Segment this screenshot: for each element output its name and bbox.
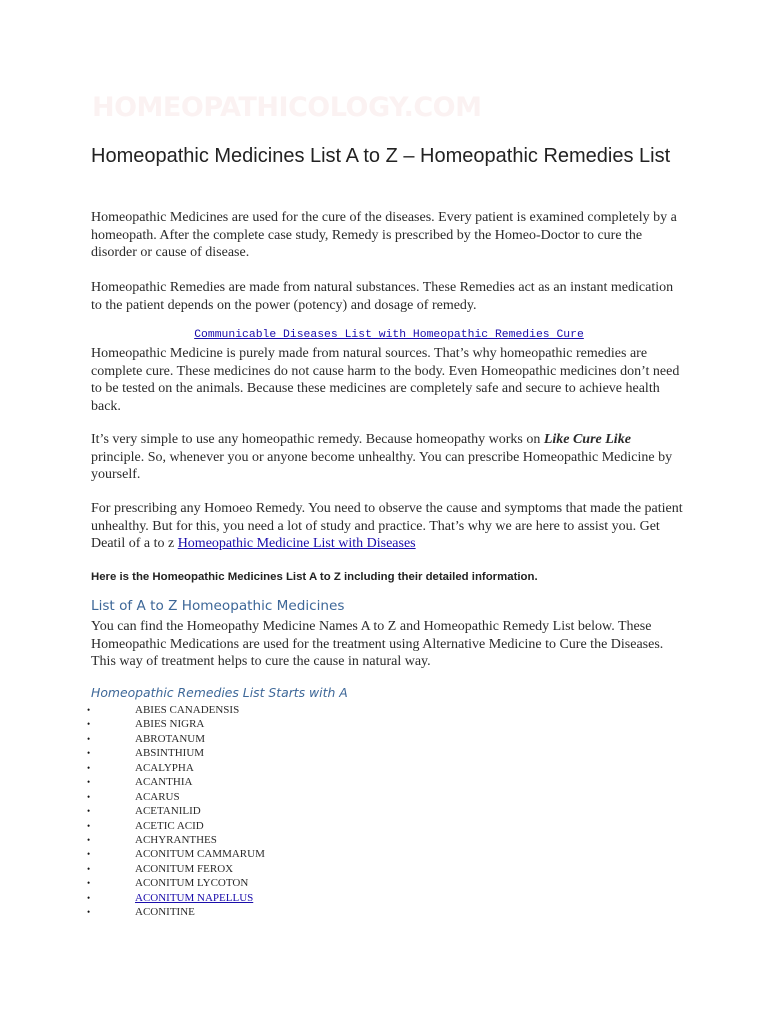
list-item[interactable] xyxy=(0,891,768,905)
page-title: Homeopathic Medicines List A to Z – Homeopathic Remedies List xyxy=(91,145,671,167)
bullet-icon: • xyxy=(87,748,91,759)
site-watermark: HOMEOPATHICOLOGY.COM xyxy=(92,92,482,123)
like-cure-text-after: principle. So, whenever you or anyone become unhealthy. You can prescribe Homeopathic Medicine by yourself. xyxy=(91,449,673,482)
remedy-name: ACONITUM CAMMARUM xyxy=(135,848,265,861)
remedy-name: ACALYPHA xyxy=(135,761,194,774)
list-item xyxy=(0,862,768,876)
remedy-name: ACONITINE xyxy=(135,906,195,919)
bullet-icon: • xyxy=(87,733,91,744)
list-item xyxy=(0,905,768,919)
remedy-name: ABROTANUM xyxy=(135,732,206,745)
bullet-icon: • xyxy=(87,849,91,860)
bullet-icon: • xyxy=(87,719,91,730)
remedy-name: ACETIC ACID xyxy=(135,819,204,832)
list-item xyxy=(0,761,768,775)
intro-paragraph: Homeopathic Medicines are used for the cure of the diseases. Every patient is examined completely by a homeopath. After the complete case study, Remedy is prescribed by the Homeo-Doctor to cure the disorder or cause of disease. xyxy=(91,210,677,260)
remedies-paragraph: Homeopathic Remedies are made from natural substances. These Remedies act as an instant medication to the patient depends on the power (potency) and dosage of remedy. xyxy=(91,280,674,313)
bullet-icon: • xyxy=(87,806,91,817)
bullet-icon: • xyxy=(87,762,91,773)
remedy-name: ACANTHIA xyxy=(135,776,193,789)
remedy-name: ACARUS xyxy=(135,790,180,803)
bullet-icon: • xyxy=(87,892,91,903)
list-item xyxy=(0,819,768,833)
list-intro-note: Here is the Homeopathic Medicines List A to Z including their detailed information. xyxy=(91,571,538,583)
section-heading: List of A to Z Homeopathic Medicines xyxy=(91,598,345,614)
remedy-name: ABSINTHIUM xyxy=(135,747,205,760)
letter-a-subheading: Homeopathic Remedies List Starts with A xyxy=(91,685,348,700)
prescribing-paragraph xyxy=(91,500,687,553)
prescribing-text: For prescribing any Homoeo Remedy. You need to observe the cause and symptoms that made the patient unhealthy. But for this, you need a lot of study and practice. That’s why we are here to assist you. Get Deatil of a to z xyxy=(91,501,683,551)
list-description-paragraph: You can find the Homeopathy Medicine Names A to Z and Homeopathic Remedy List below. These Homeopathic Medications are used for the treatment using Alternative Medicine to Cure the Diseases. This way of treatment helps to cure the cause in natural way. xyxy=(91,619,664,669)
like-cure-like-emphasis: Like Cure Like xyxy=(543,432,631,447)
list-item xyxy=(0,833,768,847)
list-item xyxy=(0,790,768,804)
bullet-icon: • xyxy=(87,878,91,889)
medicine-list-diseases-link[interactable]: Homeopathic Medicine List with Diseases xyxy=(177,536,416,551)
remedy-name: ABIES CANADENSIS xyxy=(135,704,240,716)
bullet-icon: • xyxy=(87,791,91,802)
list-item xyxy=(0,847,768,861)
list-item xyxy=(0,732,768,746)
bullet-icon: • xyxy=(87,863,91,874)
communicable-diseases-link[interactable]: Communicable Diseases List with Homeopathic Remedies Cure xyxy=(194,329,584,341)
list-item xyxy=(0,876,768,890)
bullet-icon: • xyxy=(87,705,91,715)
bullet-icon: • xyxy=(87,834,91,845)
bullet-icon: • xyxy=(87,777,91,788)
bullet-icon: • xyxy=(87,907,91,918)
list-item xyxy=(0,717,768,731)
remedy-name: ACETANILID xyxy=(135,805,201,818)
remedy-name: ACHYRANTHES xyxy=(135,833,217,846)
list-item xyxy=(0,703,768,717)
bullet-icon: • xyxy=(87,820,91,831)
remedy-name: ACONITUM LYCOTON xyxy=(135,877,249,890)
remedy-list xyxy=(0,703,768,920)
remedy-name: ACONITUM FEROX xyxy=(135,862,234,875)
like-cure-paragraph xyxy=(91,431,687,484)
list-item xyxy=(0,775,768,789)
list-item xyxy=(0,746,768,760)
like-cure-text-before: It’s very simple to use any homeopathic remedy. Because homeopathy works on xyxy=(91,432,544,447)
remedy-link[interactable]: ACONITUM NAPELLUS xyxy=(135,891,254,904)
list-item xyxy=(0,804,768,818)
remedy-name: ABIES NIGRA xyxy=(135,718,205,731)
natural-sources-paragraph: Homeopathic Medicine is purely made from natural sources. That’s why homeopathic remedies are complete cure. These medicines do not cause harm to the body. Even Homeopathic medicines don’t need to be tested on the animals. Because these medicines are completely safe and secure to achieve health back. xyxy=(91,346,680,414)
